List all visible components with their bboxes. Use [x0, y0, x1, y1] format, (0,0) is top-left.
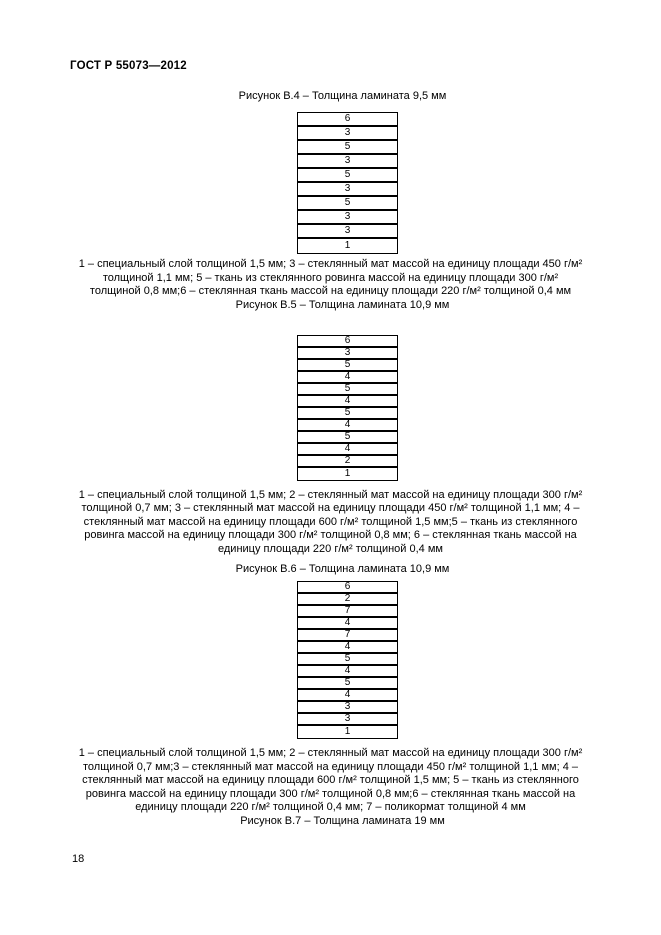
- page-content: [0, 88, 661, 828]
- figure-b4-caption: Рисунок В.4 – Толщина ламината 9,5 мм: [238, 90, 447, 102]
- figure-b6-caption: Рисунок В.6 – Толщина ламината 10,9 мм: [235, 563, 450, 575]
- laminate-layer-row: 6: [298, 113, 397, 127]
- laminate-layer-row: 4: [298, 666, 397, 678]
- laminate-layer-row: 4: [298, 372, 397, 384]
- laminate-layer-row: 5: [298, 432, 397, 444]
- figure-b5-caption: Рисунок В.5 – Толщина ламината 10,9 мм: [235, 298, 450, 311]
- laminate-layer-row: 2: [298, 456, 397, 468]
- laminate-layer-row: 7: [298, 606, 397, 618]
- laminate-layer-row: 3: [298, 183, 397, 197]
- laminate-layer-row: 4: [298, 396, 397, 408]
- laminate-layer-row: 3: [298, 702, 397, 714]
- laminate-layer-row: 6: [298, 582, 397, 594]
- laminate-layer-row: 5: [298, 654, 397, 666]
- laminate-layer-row: 4: [298, 444, 397, 456]
- laminate-layer-row: 5: [298, 384, 397, 396]
- laminate-layer-row: 2: [298, 594, 397, 606]
- laminate-stack-b4: [297, 112, 398, 254]
- laminate-stack-b5: [297, 335, 398, 481]
- laminate-layer-row: 5: [298, 197, 397, 211]
- laminate-layer-row: 5: [298, 360, 397, 372]
- page-number: 18: [72, 853, 85, 865]
- laminate-layer-row: 5: [298, 408, 397, 420]
- laminate-layer-row: 4: [298, 618, 397, 630]
- laminate-layer-row: 4: [298, 642, 397, 654]
- figure-b7-caption: Рисунок В.7 – Толщина ламината 19 мм: [240, 814, 445, 827]
- laminate-layer-row: 4: [298, 420, 397, 432]
- laminate-layer-row: 3: [298, 225, 397, 239]
- laminate-layer-row: 6: [298, 336, 397, 348]
- figure-b4-legend: 1 – специальный слой толщиной 1,5 мм; 3 – стеклянный мат массой на единицу площади 450 г/м² толщиной 1,1 мм; 5 – ткань из стеклянного ровинга массой на единицу площади 300 г/м² толщиной 0,8 мм;6 – стеклянная ткань массой на единицу площади 220 г/м² толщиной 0,4 мм: [78, 258, 583, 297]
- laminate-layer-row: 4: [298, 690, 397, 702]
- laminate-layer-row: 3: [298, 714, 397, 726]
- laminate-layer-row: 1: [344, 467, 351, 479]
- figure-b5-legend: 1 – специальный слой толщиной 1,5 мм; 2 – стеклянный мат массой на единицу площади 300 г/м² толщиной 0,7 мм; 3 – стеклянный мат массой на единицу площади 450 г/м² толщиной 1,1 мм; 4 – стеклянный мат массой на единицу площади 600 г/м² толщиной 1,5 мм;5 – ткань из стеклянного ровинга массой на единицу площади 300 г/м² толщиной 0,8 мм; 6 – стеклянная ткань массой на единицу площади 220 г/м² толщиной 0,4 мм: [78, 488, 583, 555]
- laminate-layer-row: 5: [298, 678, 397, 690]
- laminate-stack-b6: [297, 581, 398, 739]
- laminate-layer-row: 5: [298, 169, 397, 183]
- document-header: ГОСТ Р 55073—2012: [70, 60, 187, 72]
- laminate-layer-row: 3: [298, 211, 397, 225]
- figure-b6-legend: 1 – специальный слой толщиной 1,5 мм; 2 – стеклянный мат массой на единицу площади 300 г/м² толщиной 0,7 мм;3 – стеклянный мат массой на единицу площади 450 г/м² толщиной 1,1 мм; 4 – стеклянный мат массой на единицу площади 600 г/м² толщиной 1,5 мм; 5 – ткань из стеклянного ровинга массой на единицу площади 300 г/м² толщиной 0,8 мм;6 – стеклянная ткань массой на единицу площади 220 г/м² толщиной 0,4 мм; 7 – поликормат толщиной 4 мм: [78, 747, 583, 813]
- laminate-layer-row: 7: [298, 630, 397, 642]
- laminate-layer-row: 3: [298, 155, 397, 169]
- laminate-layer-row: 3: [298, 127, 397, 141]
- laminate-layer-row: 1: [344, 726, 351, 737]
- laminate-layer-row: 3: [298, 348, 397, 360]
- laminate-layer-row: 5: [298, 141, 397, 155]
- laminate-layer-row: 1: [344, 240, 351, 251]
